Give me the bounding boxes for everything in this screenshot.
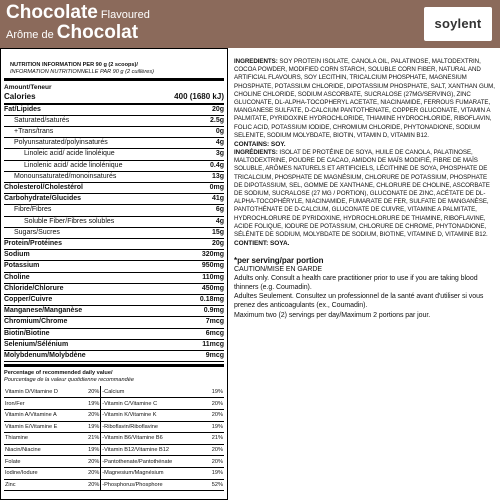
dv-percent: 20%	[87, 409, 101, 421]
nutrient-label: Biotin/Biotine	[4, 329, 50, 337]
nutrient-value: 6g	[215, 206, 224, 214]
dv-percent: 20%	[210, 444, 224, 456]
dv-percent: 20%	[210, 398, 224, 410]
nutrient-value: 2.5g	[209, 116, 224, 124]
ingredients-en-text: SOY PROTEIN ISOLATE, CANOLA OIL, PALATINOSE, MALTODEXTRIN, COCOA POWDER, MODIFIED CORN STARCH, SOLUBLE CORN FIBER, NATURAL AND ARTIFICIAL FLAVOURS, SOY LECITHIN, TRICALCIUM PHOSPHATE, MAGNESIUM PHOSPHATE, POTASSIUM CHLORIDE, DIPOTASSIUM PHOSPHATE, SALT, XANTHAN GUM, CHOLINE CHLORIDE, SODIUM ASCORBATE, SUCRALOSE (27MG/SERVING), ZINC GLUCONATE, DL-ALPHA-TOCOPHERYL ACETATE, NIACINAMIDE, FERROUS FUMARATE, MANGANESE SULFATE, D-CALCIUM PANTOTHENATE, COPPER GLUCONATE, VITAMIN A PALMITATE, PYRIDOXINE HYDROCHLORIDE, THIAMINE HYDROCHLORIDE, RIBOFLAVIN, FOLIC ACID, POTASSIUM IODIDE, CHROMIUM CHLORIDE, PHYTONADIONE, SODIUM SELENITE, SODIUM MOLYBDATE, BIOTIN, VITAMIN D, VITAMIN B12.	[234, 58, 495, 139]
dv-row	[4, 456, 224, 468]
dv-nutrient: Folate	[4, 456, 87, 468]
nutrient-label: Molybdenum/Molybdène	[4, 352, 86, 360]
dv-nutrient: -Riboflavin/Riboflavine	[101, 421, 210, 433]
contains-en: CONTAINS: SOY.	[234, 140, 286, 148]
nutrient-value: 20g	[211, 240, 224, 248]
ingredients-fr-text: ISOLAT DE PROTÉINE DE SOYA, HUILE DE CANOLA, PALATINOSE, MALTODEXTRINE, POUDRE DE CACAO, AMIDON DE MAÏS MODIFIÉ, FIBRE DE MAÏS SOLUBLE, ARÔMES NATURELS ET ARTIFICIELS, LÉCITHINE DE SOYA, PHOSPHATE DE TRICALCIUM, PHOSPHATE DE MAGNÉSIUM, CHLORURE DE POTASSIUM, PHOSPHATE DE DIPOTASSIUM, SEL, GOMME DE XANTHANE, CHLORURE DE CHOLINE, ASCORBATE DE SODIUM, SUCRALOSE (27 MG / PORTION), GLUCONATE DE ZINC, ACÉTATE DE DL-ALPHA-TOCOPHÉRYLE, NIACINAMIDE, FUMARATE DE FER, SULFATE DE MANGANÈSE, PANTOTHÉNATE DE D-CALCIUM, GLUCONATE DE CUIVRE, VITAMINE A PALMITATE, HYDROCHLORURE DE PYRIDOXINE, HYDROCHLORURE DE THIAMINE, RIBOFLAVINE, ACIDE FOLIQUE, IODURE DE POTASSIUM, CHLORURE DE CHROME, PHYTONADIONE, SÉLÉNITE DE SODIUM, MOLYBDATE DE SODIUM, BIOTINE, VITAMINE D, VITAMINE B12.	[234, 148, 490, 238]
dv-nutrient: -Vitamin K/Vitamine K	[101, 409, 210, 421]
nutrient-row	[4, 205, 224, 216]
title-fr-sub: Arôme de	[6, 29, 57, 41]
nutrient-row	[4, 273, 224, 284]
brand-logo: soylent	[424, 7, 492, 41]
nutrient-row	[4, 329, 224, 340]
caution-fr: Adultes Seulement. Consultez un professionnel de la santé avant d'utiliser si vous prenez des anticoagulants (ex., Coumadin).	[234, 293, 484, 310]
dv-percent: 19%	[210, 467, 224, 479]
dv-nutrient: Zinc	[4, 479, 87, 491]
nutrient-row	[4, 340, 224, 351]
nutrient-row	[4, 194, 224, 205]
nutrient-label: Selenium/Sélénium	[4, 340, 69, 348]
nutrient-label: Manganese/Manganèse	[4, 307, 83, 315]
nutrient-row	[4, 161, 224, 172]
nutrient-row	[4, 172, 224, 183]
nutrient-value: 950mg	[201, 262, 224, 270]
nutrient-value: 7mcg	[205, 318, 224, 326]
dv-percent: 52%	[210, 479, 224, 491]
dv-percent: 19%	[210, 421, 224, 433]
divider	[4, 78, 224, 81]
header-band	[0, 0, 500, 48]
nutrient-label: Sugars/Sucres	[14, 228, 60, 236]
nutrient-row	[4, 239, 224, 250]
dv-percent: 21%	[210, 433, 224, 445]
nutrient-row	[4, 228, 224, 239]
nutrient-value: 0mg	[209, 184, 224, 192]
ingredients-en-label: INGREDIENTS:	[234, 58, 278, 65]
dv-percent: 20%	[87, 386, 101, 398]
nutrient-label: Fat/Lipides	[4, 105, 41, 113]
nutrient-row	[4, 284, 224, 295]
dv-percent: 19%	[87, 444, 101, 456]
nutrient-row	[4, 183, 224, 194]
dv-nutrient: -Vitamin C/Vitamine C	[101, 398, 210, 410]
title-en-main: Chocolate	[6, 2, 98, 23]
nutrient-row	[4, 138, 224, 149]
dv-row	[4, 421, 224, 433]
title-en-sub: Flavoured	[97, 9, 150, 21]
dv-nutrient: Niacin/Niacine	[4, 444, 87, 456]
nutrient-row	[4, 306, 224, 317]
dv-percent: 19%	[87, 421, 101, 433]
ingredients-panel	[232, 58, 500, 500]
dv-row	[4, 398, 224, 410]
dv-percent: 21%	[87, 433, 101, 445]
nutrient-label: Soluble Fiber/Fibres solubles	[24, 217, 115, 225]
pct-heading-line2: Pourcentage de la valeur quotidienne recommandée	[4, 377, 134, 384]
nutrient-label: Sodium	[4, 251, 30, 259]
caution-heading: CAUTION/MISE EN GARDE	[234, 266, 323, 274]
nutrient-value: 41g	[211, 195, 224, 203]
nutrient-value: 0g	[215, 128, 224, 135]
dv-percent: 20%	[87, 456, 101, 468]
contains-fr: CONTIENT: SOYA.	[234, 239, 290, 247]
daily-value-table	[4, 386, 224, 491]
nutrient-row	[4, 116, 224, 127]
dv-percent: 20%	[210, 456, 224, 468]
dv-nutrient: Iron/Fer	[4, 398, 87, 410]
dv-nutrient: -Phosphorus/Phosphore	[101, 479, 210, 491]
nutrient-value: 4g	[215, 217, 224, 225]
nutrient-value: 3g	[215, 150, 224, 158]
dv-row	[4, 433, 224, 445]
nutrient-label: Choline	[4, 273, 30, 281]
amount-label: Amount/Teneur	[4, 83, 52, 91]
dv-nutrient: -Vitamin B12/Vitamine B12	[101, 444, 210, 456]
nutrition-heading-line1: NUTRITION INFORMATION PER 90 g (2 scoops)/	[10, 62, 138, 68]
dv-nutrient: -Calcium	[101, 386, 210, 398]
ingredients-en	[234, 58, 496, 140]
nutrient-label: Linoleic acid/ acide linoléique	[24, 150, 115, 158]
calories-label: Calories	[4, 91, 36, 101]
nutrient-label: +Trans/trans	[14, 128, 54, 135]
nutrition-heading	[10, 62, 224, 76]
dv-nutrient: Thiamine	[4, 433, 87, 445]
serving-note: *per serving/par portion	[234, 256, 324, 266]
dv-percent: 19%	[87, 398, 101, 410]
nutrient-value: 15g	[211, 228, 224, 236]
ingredients-fr-label: INGRÉDIENTS:	[234, 148, 278, 156]
divider	[4, 364, 224, 367]
nutrition-heading-line2: INFORMATION NUTRITIONNELLE PAR 90 g (2 cuillères)	[10, 68, 155, 75]
nutrient-row	[4, 127, 224, 138]
nutrient-row	[4, 261, 224, 272]
nutrient-label: Cholesterol/Cholestérol	[4, 184, 83, 192]
pct-heading	[4, 370, 224, 384]
nutrient-label: Chloride/Chlorure	[4, 284, 64, 292]
dv-row	[4, 467, 224, 479]
dv-nutrient: -Vitamin B6/Vitamine B6	[101, 433, 210, 445]
calories-row	[4, 92, 224, 105]
max-servings: Maximum two (2) servings per day/Maximum 2 portions par jour.	[234, 311, 431, 319]
dv-nutrient: -Magnesium/Magnésium	[101, 467, 210, 479]
dv-nutrient: -Pantothenate/Pantothénate	[101, 456, 210, 468]
product-title-fr	[6, 22, 138, 46]
caution-en: Adults only. Consult a health care practitioner prior to use if you are taking blood thinners (e.g. Coumadin).	[234, 275, 478, 292]
nutrient-row	[4, 295, 224, 306]
nutrient-label: Chromium/Chrome	[4, 318, 68, 326]
nutrient-row	[4, 351, 224, 362]
nutrient-label: Copper/Cuivre	[4, 296, 53, 304]
nutrient-value: 20g	[211, 105, 224, 113]
nutrient-label: Protein/Protéines	[4, 240, 62, 248]
nutrient-value: 0.4g	[209, 161, 224, 169]
nutrient-label: Monounsaturated/monoinsaturés	[14, 172, 117, 180]
nutrient-label: Potassium	[4, 262, 40, 270]
calories-value: 400 (1680 kJ)	[174, 91, 224, 101]
dv-percent: 20%	[87, 467, 101, 479]
dv-row	[4, 479, 224, 491]
nutrient-value: 9mcg	[205, 352, 224, 360]
nutrient-label: Fibre/Fibres	[14, 206, 52, 214]
nutrient-value: 0.9mg	[203, 307, 224, 315]
dv-row	[4, 386, 224, 398]
nutrient-value: 11mcg	[202, 340, 224, 348]
nutrient-value: 110mg	[202, 273, 224, 281]
nutrient-value: 4g	[215, 139, 224, 147]
nutrient-label: Linolenic acid/ acide linolénique	[24, 161, 123, 169]
dv-percent: 20%	[87, 479, 101, 491]
nutrient-row	[4, 149, 224, 160]
nutrient-label: Polyunsaturated/polyinsaturés	[14, 139, 108, 147]
nutrient-value: 13g	[211, 172, 224, 180]
nutrient-label: Saturated/saturés	[14, 116, 70, 124]
nutrient-label: Carbohydrate/Glucides	[4, 195, 82, 203]
nutrient-value: 450mg	[201, 284, 224, 292]
ingredients-fr	[234, 149, 496, 239]
dv-row	[4, 444, 224, 456]
title-fr-main: Chocolat	[56, 22, 139, 43]
dv-row	[4, 409, 224, 421]
nutrition-facts-panel	[0, 48, 228, 500]
dv-nutrient: Vitamin A/Vitamine A	[4, 409, 87, 421]
nutrient-value: 0.18mg	[199, 296, 224, 304]
nutrient-row	[4, 317, 224, 328]
nutrient-value: 6mcg	[205, 329, 224, 337]
pct-heading-line1: Percentage of recommended daily value/	[4, 370, 113, 377]
nutrient-row	[4, 217, 224, 228]
dv-nutrient: Vitamin E/Vitamine E	[4, 421, 87, 433]
dv-nutrient: Iodine/Iodure	[4, 467, 87, 479]
dv-nutrient: Vitamin D/Vitamine D	[4, 386, 87, 398]
dv-percent: 19%	[210, 386, 224, 398]
nutrient-row	[4, 105, 224, 116]
nutrient-value: 320mg	[201, 251, 224, 259]
dv-percent: 20%	[210, 409, 224, 421]
nutrient-list	[4, 105, 224, 363]
nutrient-row	[4, 250, 224, 261]
